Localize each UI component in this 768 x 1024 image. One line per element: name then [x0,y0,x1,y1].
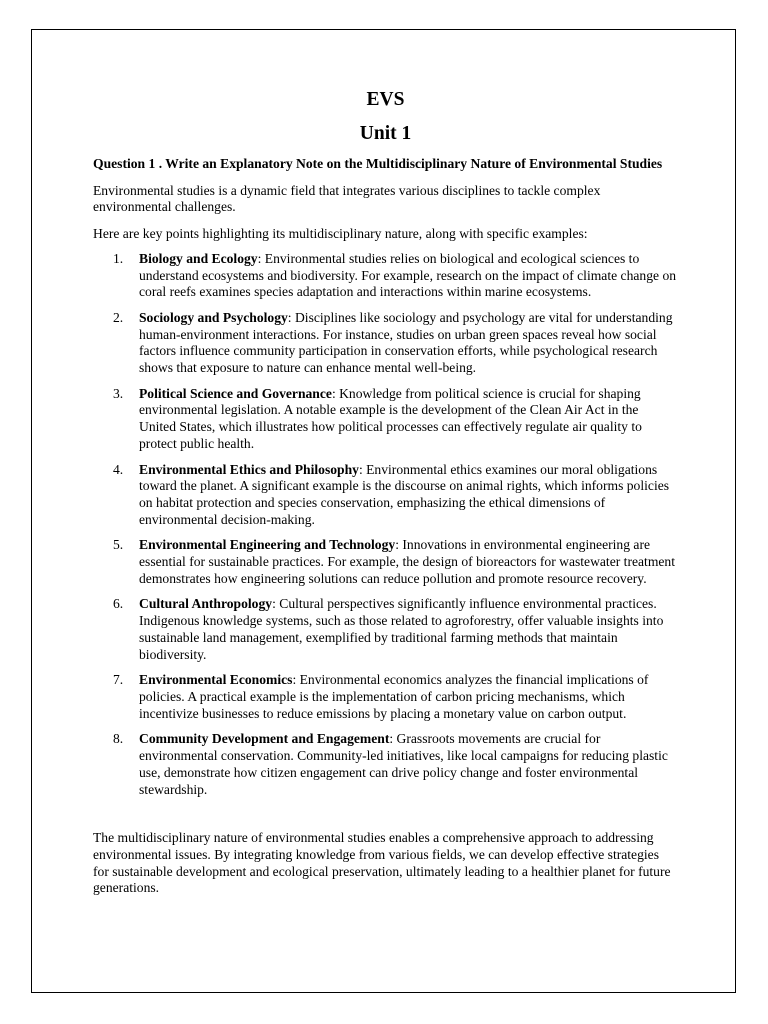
unit-heading: Unit 1 [359,123,412,144]
list-item-number: 4. [113,461,124,477]
list-item-text: : Knowledge from political science is crucial for shaping environmental legislation. A notable example is the development of the Clean Air Act in the United States, which illustrates how political processes can effectively regulate air quality to protect public health. [139,385,642,451]
list-item-text: : Innovations in environmental engineering are essential for sustainable practices. For example, the design of bioreactors for wastewater treatment demonstrates how engineering solutions can reduce pollution and promote resource recovery. [139,537,675,586]
list-item-term: Community Development and Engagement [139,731,390,747]
list-item-text: : Disciplines like sociology and psychology are vital for understanding human-environment interactions. For instance, studies on urban green spaces reveal how social factors influence community participation in conservation efforts, while psychological research shows that exposure to nature can enhance mental well-being. [139,309,673,376]
list-item-text: : Environmental studies relies on biological and ecological sciences to understand ecosystems and biodiversity. For example, research on the impact of climate change on coral reefs examines species adaptation and interactions within marine ecosystems. [139,250,677,300]
list-item [93,310,678,377]
list-item-term: Environmental Economics [139,672,293,688]
list-item-number: 7. [113,672,124,688]
intro-paragraph: Environmental studies is a dynamic field that integrates various disciplines to tackle complex environmental challenges. [93,182,601,215]
list-item-number: 1. [113,250,124,266]
list-item-number: 6. [113,596,124,612]
list-item-text: : Cultural perspectives significantly influence environmental practices. Indigenous knowledge systems, such as those related to agroforestry, offer valuable insights into sustainable land management, exemplified by traditional farming methods that maintain biodiversity. [139,596,664,662]
key-points-list [93,251,678,798]
list-item-text: : Environmental ethics examines our moral obligations toward the planet. A significant example is the discourse on animal rights, which informs policies on habitat protection and species conservation, emphasizing the ethical dimensions of environmental decision-making. [139,461,670,527]
document-body [93,88,678,897]
list-item-text: : Environmental economics analyzes the financial implications of policies. A practical example is the implementation of carbon pricing mechanisms, which incentivize businesses to reduce emissions by placing a monetary value on carbon output. [139,672,649,721]
list-item [93,386,678,453]
list-item [93,537,678,587]
question-heading: Question 1 . Write an Explanatory Note on the Multidisciplinary Nature of Environmental Studies [93,156,663,171]
document-title: EVS [366,89,405,110]
list-item-number: 3. [113,385,124,401]
list-item-text: : Grassroots movements are crucial for environmental conservation. Community-led initiatives, like local campaigns for reducing plastic use, demonstrate how citizen engagement can drive policy change and foster environmental stewardship. [139,731,668,797]
list-item [93,672,678,722]
list-item-number: 5. [113,537,124,553]
list-item-term: Cultural Anthropology [139,596,273,612]
list-item-term: Environmental Ethics and Philosophy [139,461,359,477]
lead-in-paragraph: Here are key points highlighting its multidisciplinary nature, along with specific examples: [93,226,588,242]
list-item [93,251,678,301]
list-item-number: 8. [113,731,124,747]
list-item [93,462,678,529]
list-item [93,731,678,798]
list-item-term: Political Science and Governance [139,385,332,401]
list-item [93,596,678,663]
list-item-term: Sociology and Psychology [139,309,288,325]
list-item-term: Biology and Ecology [139,250,258,266]
conclusion-paragraph: The multidisciplinary nature of environmental studies enables a comprehensive approach to addressing environmental issues. By integrating knowledge from various fields, we can develop effective strategies for sustainable development and ecological preservation, ultimately leading to a healthier planet for future generations. [93,830,671,896]
list-item-number: 2. [113,309,124,325]
list-item-term: Environmental Engineering and Technology [139,537,396,553]
